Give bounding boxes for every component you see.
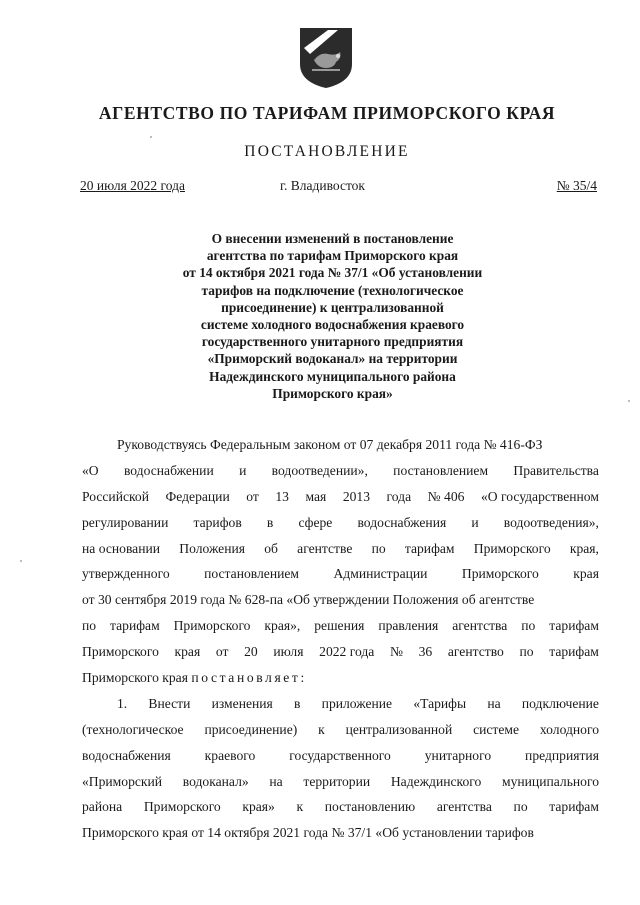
- body-line: [82, 794, 599, 820]
- body-word: Приморского: [473, 540, 551, 556]
- body-word: по: [513, 799, 528, 815]
- body-word: тарифов: [193, 514, 242, 530]
- document-number: № 35/4: [556, 178, 597, 193]
- body-word: по: [519, 644, 534, 660]
- body-word: водоснабжения: [82, 747, 171, 763]
- document-body: [82, 432, 599, 846]
- body-word: регулировании: [82, 514, 169, 530]
- body-word: на: [487, 695, 501, 711]
- body-line: [82, 484, 599, 510]
- agency-title: АГЕНТСТВО ПО ТАРИФАМ ПРИМОРСКОГО КРАЯ: [98, 103, 556, 123]
- body-word: от: [246, 488, 259, 504]
- body-word: Федерации: [165, 488, 230, 504]
- body-word: от: [215, 644, 229, 660]
- body-word: «Приморский: [82, 773, 163, 789]
- subject-line: О внесении изменений в постановление: [211, 231, 454, 246]
- body-line: [82, 458, 599, 484]
- body-word: к: [296, 799, 304, 815]
- body-word: «Тарифы: [413, 695, 467, 711]
- body-word: Приморского: [173, 618, 251, 634]
- body-word: унитарного: [424, 747, 492, 763]
- body-word: Положения: [179, 540, 245, 556]
- coat-of-arms-icon: [298, 26, 354, 90]
- body-word: водоотведении»,: [271, 462, 368, 478]
- body-word: Приморского края от 14 октября 2021 года № 37/1 «Об установлении тарифов: [82, 825, 534, 841]
- body-word: Приморского: [143, 799, 221, 815]
- body-word: к: [318, 721, 325, 737]
- body-word: агентстве: [297, 540, 353, 556]
- body-word: постановлением: [393, 462, 489, 478]
- body-word: решения: [314, 618, 365, 634]
- body-line: [82, 587, 599, 613]
- body-line: [82, 510, 599, 536]
- body-word: водоотведения»,: [503, 514, 599, 530]
- body-word: водоканал»: [182, 773, 249, 789]
- body-text: Приморского края: [82, 670, 192, 686]
- body-line: [82, 665, 599, 691]
- resolution-word: постановляет:: [191, 670, 307, 686]
- body-word: тарифам: [110, 618, 160, 634]
- body-word: и: [239, 462, 247, 478]
- body-line: [82, 536, 599, 562]
- body-word: приложение: [321, 695, 393, 711]
- body-word: № 406: [427, 488, 465, 504]
- body-word: по: [521, 618, 536, 634]
- document-type-heading: ПОСТАНОВЛЕНИЕ: [244, 143, 410, 160]
- body-word: холодного: [539, 721, 599, 737]
- body-word: (технологическое: [82, 721, 184, 737]
- body-word: на: [269, 773, 283, 789]
- body-word: «О государственном: [480, 488, 599, 504]
- body-line: [82, 743, 599, 769]
- body-word: края: [174, 644, 201, 660]
- body-word: Внести: [148, 695, 191, 711]
- body-word: июля: [273, 644, 304, 660]
- body-line: [82, 561, 599, 587]
- body-line: [82, 432, 599, 458]
- body-word: 20: [244, 644, 258, 660]
- body-word: агентства: [452, 618, 508, 634]
- body-word: тарифам: [549, 799, 599, 815]
- body-word: тарифам: [549, 618, 599, 634]
- subject-line: Надеждинского муниципального района: [209, 368, 456, 384]
- subject-line: Приморского края»: [272, 385, 393, 401]
- body-word: муниципального: [501, 773, 599, 789]
- body-word: присоединение): [204, 721, 298, 737]
- body-word: системе: [473, 721, 520, 737]
- body-word: государственного: [289, 747, 391, 763]
- body-word: агентство: [447, 644, 504, 660]
- body-line: [82, 717, 599, 743]
- body-word: Руководствуясь Федеральным законом от 07 декабря 2011 года № 416-ФЗ: [117, 437, 543, 452]
- body-word: водоснабжения: [357, 514, 447, 530]
- body-word: правления: [378, 618, 439, 634]
- body-word: изменения: [211, 695, 273, 711]
- body-word: в: [294, 695, 301, 711]
- body-word: агентства: [436, 799, 492, 815]
- body-word: мая: [305, 488, 327, 504]
- body-word: №: [389, 644, 403, 660]
- body-word: предприятия: [525, 747, 599, 763]
- body-word: 13: [275, 488, 289, 504]
- body-word: на основании: [82, 540, 161, 556]
- body-line: [82, 769, 599, 795]
- subject-line: «Приморский водоканал» на территории: [207, 351, 458, 367]
- body-word: 36: [418, 644, 433, 660]
- body-word: края: [573, 566, 599, 582]
- body-word: Администрации: [333, 566, 428, 582]
- body-word: постановлением: [204, 566, 300, 582]
- body-word: района: [82, 799, 123, 815]
- body-word: 2013: [342, 488, 370, 504]
- body-word: по: [371, 540, 386, 556]
- body-word: 1.: [117, 695, 128, 711]
- body-line: [82, 820, 599, 846]
- body-word: сфере: [298, 514, 333, 530]
- subject-line: агентства по тарифам Приморского края: [206, 248, 459, 264]
- body-word: и: [471, 514, 479, 530]
- body-word: утвержденного: [82, 566, 170, 582]
- body-word: «О: [82, 462, 99, 478]
- body-word: Надеждинского: [390, 773, 482, 789]
- scan-speck: [628, 400, 630, 402]
- body-line: [82, 639, 599, 665]
- subject-line: государственного унитарного предприятия: [201, 334, 464, 350]
- body-word: края»: [242, 799, 275, 815]
- scan-speck: [20, 560, 22, 562]
- body-word: краевого: [204, 747, 256, 763]
- body-word: от 30 сентября 2019 года № 628-па «Об утверждении Положения об агентстве: [82, 592, 535, 608]
- body-word: постановлению: [324, 799, 416, 815]
- body-word: Приморского: [461, 566, 539, 582]
- subject-line: системе холодного водоснабжения краевого: [200, 317, 465, 333]
- body-word: централизованной: [345, 721, 453, 737]
- body-word: тарифам: [404, 540, 455, 556]
- body-line: [82, 691, 599, 717]
- body-word: по: [82, 618, 97, 634]
- body-word: тарифам: [549, 644, 599, 660]
- document-date: 20 июля 2022 года: [80, 178, 185, 193]
- subject-line: от 14 октября 2021 года № 37/1 «Об установлении: [182, 265, 483, 281]
- body-word: водоснабжении: [123, 462, 214, 478]
- body-word: Приморского: [82, 644, 159, 660]
- body-word: края»,: [264, 618, 301, 634]
- subject-line: тарифов на подключение (технологическое: [201, 282, 464, 298]
- body-word: Российской: [82, 488, 149, 504]
- subject-line: присоединение) к централизованной: [221, 299, 444, 315]
- body-line: [82, 613, 599, 639]
- body-word: года: [386, 488, 412, 504]
- body-word: об: [264, 540, 278, 556]
- scan-speck: [150, 136, 152, 138]
- body-word: подключение: [521, 695, 599, 711]
- document-subject: [150, 230, 515, 402]
- body-word: в: [266, 514, 274, 530]
- body-word: края,: [569, 540, 599, 556]
- body-word: Правительства: [513, 462, 599, 478]
- body-word: территории: [303, 773, 371, 789]
- body-word: 2022 года: [319, 644, 375, 660]
- document-city: г. Владивосток: [280, 178, 365, 193]
